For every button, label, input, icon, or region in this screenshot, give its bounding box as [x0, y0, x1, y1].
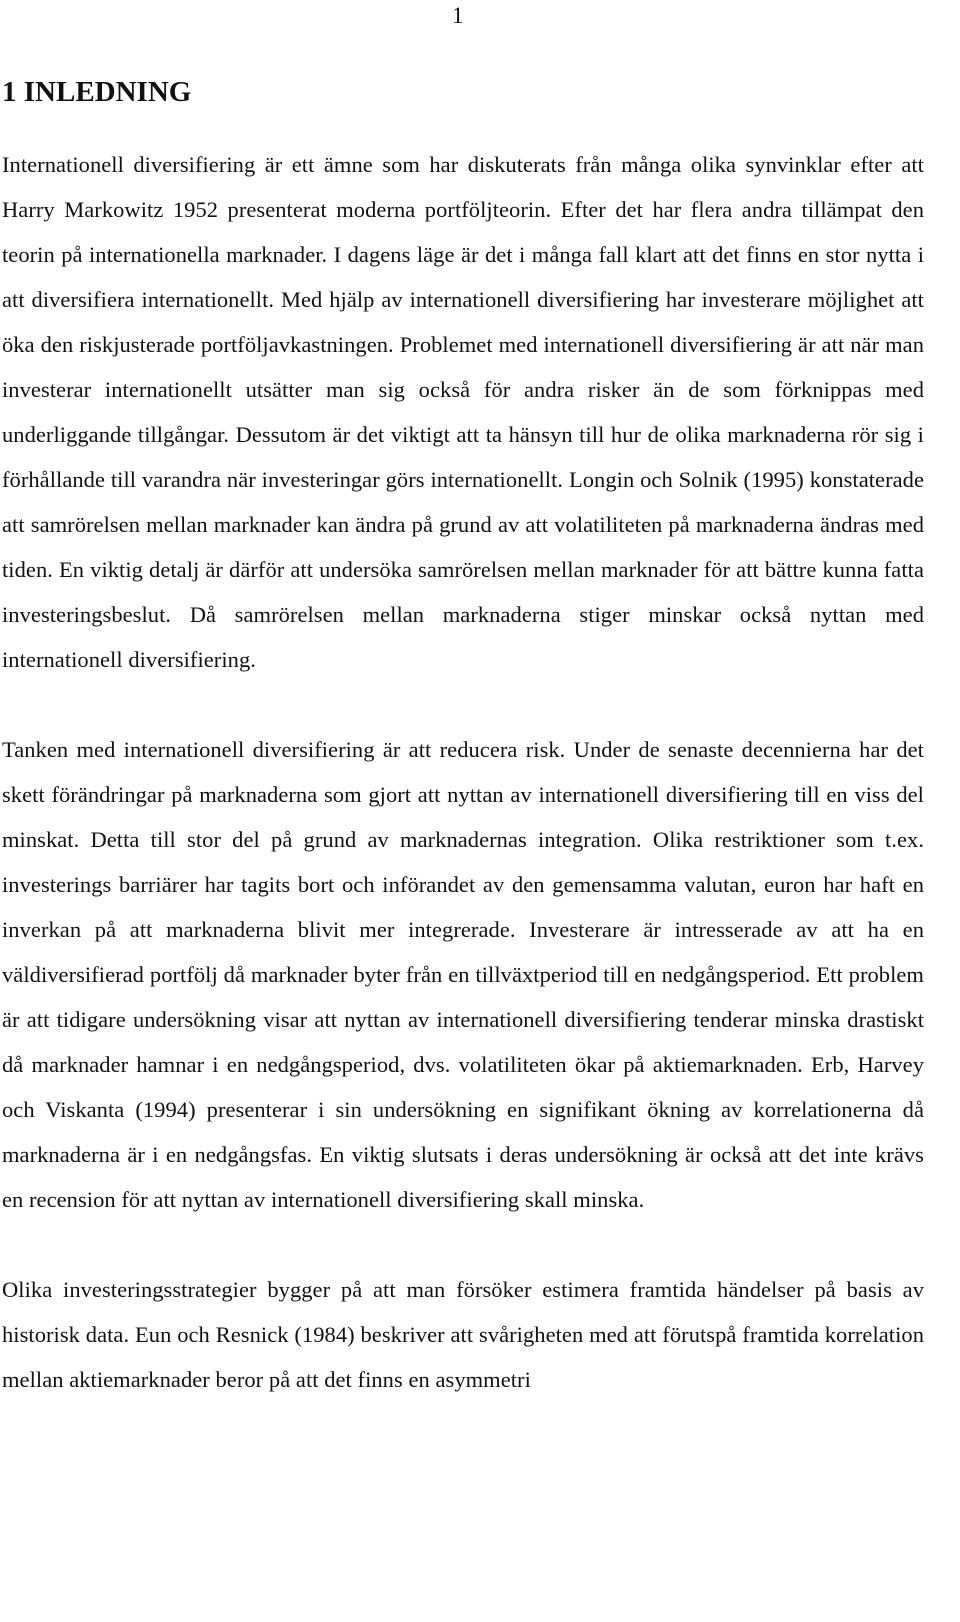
section-heading: 1 INLEDNING — [2, 76, 192, 108]
page-number: 1 — [452, 3, 464, 28]
paragraph-1: Internationell diversifiering är ett ämne som har diskuterats från många olika synvinklar efter att Harry Markowitz 1952 presenterat moderna portföljteorin. Efter det har flera andra tillämpat den teorin på internationella marknader. I dagens läge är det i många fall klart att det finns en stor nytta i att diversifiera internationellt. Med hjälp av internationell diversifiering har investerare möjlighet att öka den riskjusterade portföljavkastningen. Problemet med internationell diversifiering är att när man investerar internationellt utsätter man sig också för andra risker än de som förknippas med underliggande tillgångar. Dessutom är det viktigt att ta hänsyn till hur de olika marknaderna rör sig i förhållande till varandra när investeringar görs internationellt. Longin och Solnik (1995) konstaterade att samrörelsen mellan marknader kan ändra på grund av att volatiliteten på marknaderna ändras med tiden. En viktig detalj är därför att undersöka samrörelsen mellan marknader för att bättre kunna fatta investeringsbeslut. Då samrörelsen mellan marknaderna stiger minskar också nyttan med internationell diversifiering. — [2, 152, 924, 672]
body-text — [2, 142, 924, 1447]
paragraph-3: Olika investeringsstrategier bygger på att man försöker estimera framtida händelser på basis av historisk data. Eun och Resnick (1984) beskriver att svårigheten med att förutspå framtida korrelation mellan aktiemarknader beror på att det finns en asymmetri — [2, 1277, 924, 1392]
paragraph-2: Tanken med internationell diversifiering är att reducera risk. Under de senaste decennierna har det skett förändringar på marknaderna som gjort att nyttan av internationell diversifiering till en viss del minskat. Detta till stor del på grund av marknadernas integration. Olika restriktioner som t.ex. investerings barriärer har tagits bort och införandet av den gemensamma valutan, euron har haft en inverkan på att marknaderna blivit mer integrerade. Investerare är intresserade av att ha en väldiversifierad portfölj då marknader byter från en tillväxtperiod till en nedgångsperiod. Ett problem är att tidigare undersökning visar att nyttan av internationell diversifiering tenderar minska drastiskt då marknader hamnar i en nedgångsperiod, dvs. volatiliteten ökar på aktiemarknaden. Erb, Harvey och Viskanta (1994) presenterar i sin undersökning en signifikant ökning av korrelationerna då marknaderna är i en nedgångsfas. En viktig slutsats i deras undersökning är också att det inte krävs en recension för att nyttan av internationell diversifiering skall minska. — [2, 737, 924, 1212]
